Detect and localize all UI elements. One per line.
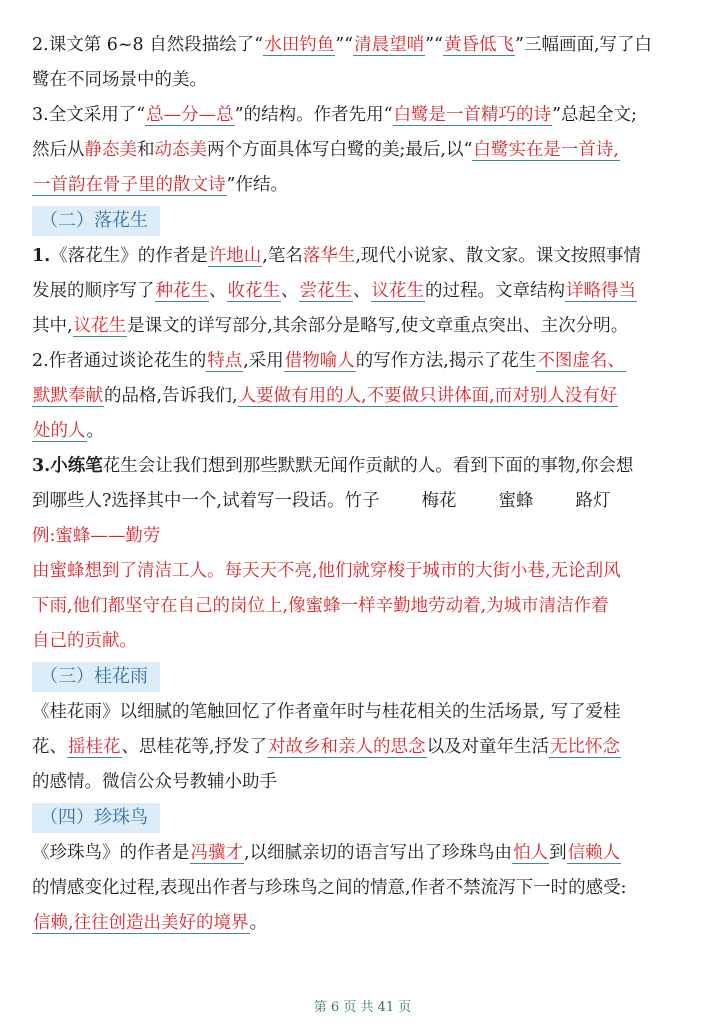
section-heading: （四）珍珠鸟 <box>32 803 160 833</box>
paragraph <box>32 730 694 765</box>
paragraph <box>32 906 694 941</box>
paragraph <box>32 63 694 98</box>
answer: 动态美 <box>154 140 207 160</box>
text: 、 <box>281 281 299 301</box>
page-content <box>32 28 694 941</box>
text: 到 <box>549 843 567 863</box>
answer: 白鹭实在是一首诗, <box>473 140 619 160</box>
text: 鹭在不同场景中的美。 <box>32 70 207 90</box>
answer: 对故乡和亲人的思念 <box>268 737 426 757</box>
text: 的过程。文章结构 <box>425 281 565 301</box>
section-heading: （三）桂花雨 <box>32 662 160 692</box>
answer-line: 下雨,他们都坚守在自己的岗位上,像蜜蜂一样辛勤地劳动着,为城市清洁作着 <box>32 596 609 616</box>
word-option: 路灯 <box>575 491 611 511</box>
text: ”总起全文; <box>552 105 637 125</box>
answer: 黄昏低飞 <box>444 35 515 55</box>
paragraph <box>32 836 694 871</box>
answer: 尝花生 <box>299 281 352 301</box>
text: ”的结构。作者先用“ <box>234 105 393 125</box>
answer: 清晨望哨 <box>354 35 425 55</box>
text: 、 <box>353 281 371 301</box>
text: 两个方面具体写白鹭的美;最后,以“ <box>207 140 473 160</box>
text: 其中, <box>32 316 73 336</box>
text: 和 <box>137 140 155 160</box>
text: 、思桂花等,抒发了 <box>121 737 268 757</box>
answer: 详略得当 <box>566 281 636 301</box>
answer: 怕人 <box>513 843 549 863</box>
answer: 种花生 <box>155 281 208 301</box>
text: 3.全文采用了“ <box>32 105 146 125</box>
answer: 静态美 <box>84 140 137 160</box>
answer: 无比怀念 <box>550 737 621 757</box>
paragraph <box>32 168 694 203</box>
text: 的品格,告诉我们, <box>104 386 238 406</box>
text: ,笔名 <box>262 246 303 266</box>
text: 2.作者通过谈论花生的 <box>32 351 207 371</box>
text: 《桂花雨》以细腻的笔触回忆了作者童年时与桂花相关的生活场景, 写了爱桂 <box>32 702 621 722</box>
answer: 信赖人 <box>567 843 621 863</box>
text: ,采用 <box>243 351 284 371</box>
text: 以及对童年生活 <box>426 737 550 757</box>
paragraph <box>32 344 694 379</box>
text: 的感情。微信公众号教辅小助手 <box>32 772 277 792</box>
text: ”“ <box>335 35 354 55</box>
text: ”三幅画面,写了白 <box>515 35 653 55</box>
word-option: 蜜蜂 <box>498 491 534 511</box>
paragraph <box>32 449 694 484</box>
text: 《珍珠鸟》的作者是 <box>32 843 190 863</box>
section-heading: （二）落花生 <box>32 206 160 236</box>
paragraph <box>32 274 694 309</box>
answer: 总—分—总 <box>146 105 234 125</box>
text: 然后从 <box>32 140 85 160</box>
text: 的情感变化过程,表现出作者与珍珠鸟之间的情意,作者不禁流泻下一时的感受: <box>32 878 627 898</box>
answer-line: 由蜜蜂想到了清洁工人。每天天不亮,他们就穿梭于城市的大街小巷,无论刮风 <box>32 561 621 581</box>
text: 到哪些人?选择其中一个,试着写一段话。竹子 <box>32 491 380 511</box>
page-number: 第 6 页 共 41 页 <box>313 1000 412 1015</box>
paragraph <box>32 414 694 449</box>
example-line: 例:蜜蜂——勤劳 <box>32 526 161 546</box>
answer: 收花生 <box>227 281 280 301</box>
answer: 信赖,往往创造出美好的境界 <box>33 913 249 933</box>
answer: 议花生 <box>73 316 127 336</box>
text: 发展的顺序写了 <box>32 281 155 301</box>
paragraph <box>32 309 694 344</box>
answer: 冯骥才 <box>190 843 243 863</box>
paragraph <box>32 98 694 133</box>
word-option: 梅花 <box>421 491 457 511</box>
text: 花、 <box>32 737 67 757</box>
paragraph <box>32 871 694 906</box>
answer: 白鹭是一首精巧的诗 <box>393 105 552 125</box>
text: ”“ <box>425 35 444 55</box>
paragraph <box>32 28 694 63</box>
paragraph <box>32 379 694 414</box>
answer: 水田钓鱼 <box>264 35 335 55</box>
item-number: 3.小练笔 <box>32 456 103 476</box>
text: 的写作方法,揭示了花生 <box>355 351 537 371</box>
paragraph <box>32 695 694 730</box>
answer: 处的人 <box>33 421 86 441</box>
answer: 借物喻人 <box>284 351 355 371</box>
text: ,现代小说家、散文家。课文按照事情 <box>355 246 641 266</box>
answer: 一首韵在骨子里的散文诗 <box>33 175 226 195</box>
text: ”作结。 <box>226 175 288 195</box>
text: 花生会让我们想到那些默默无闻作贡献的人。看到下面的事物,你会想 <box>102 456 634 476</box>
paragraph <box>32 239 694 274</box>
answer: 默默奉献 <box>33 386 103 406</box>
answer-line: 自己的贡献。 <box>32 631 137 651</box>
text: 。 <box>249 913 268 933</box>
text: 。 <box>86 421 104 441</box>
answer: 议花生 <box>371 281 424 301</box>
paragraph <box>32 133 694 168</box>
answer: 人要做有用的人,不要做只讲体面,而对别人没有好 <box>238 386 618 406</box>
text: 《落花生》的作者是 <box>50 246 208 266</box>
text: 2.课文第 6~8 自然段描绘了“ <box>32 35 264 55</box>
text: ,以细腻亲切的语言写出了珍珠鸟由 <box>244 843 513 863</box>
text: 是课文的详写部分,其余部分是略写,使文章重点突出、主次分明。 <box>127 316 629 336</box>
paragraph <box>32 484 694 519</box>
item-number: 1. <box>32 246 51 266</box>
answer: 摇桂花 <box>68 737 121 757</box>
answer: 许地山 <box>208 246 262 266</box>
answer: 不图虚名、 <box>537 351 625 371</box>
text: 、 <box>209 281 227 301</box>
paragraph <box>32 765 694 800</box>
answer: 落华生 <box>302 246 356 266</box>
answer: 特点 <box>207 351 243 371</box>
